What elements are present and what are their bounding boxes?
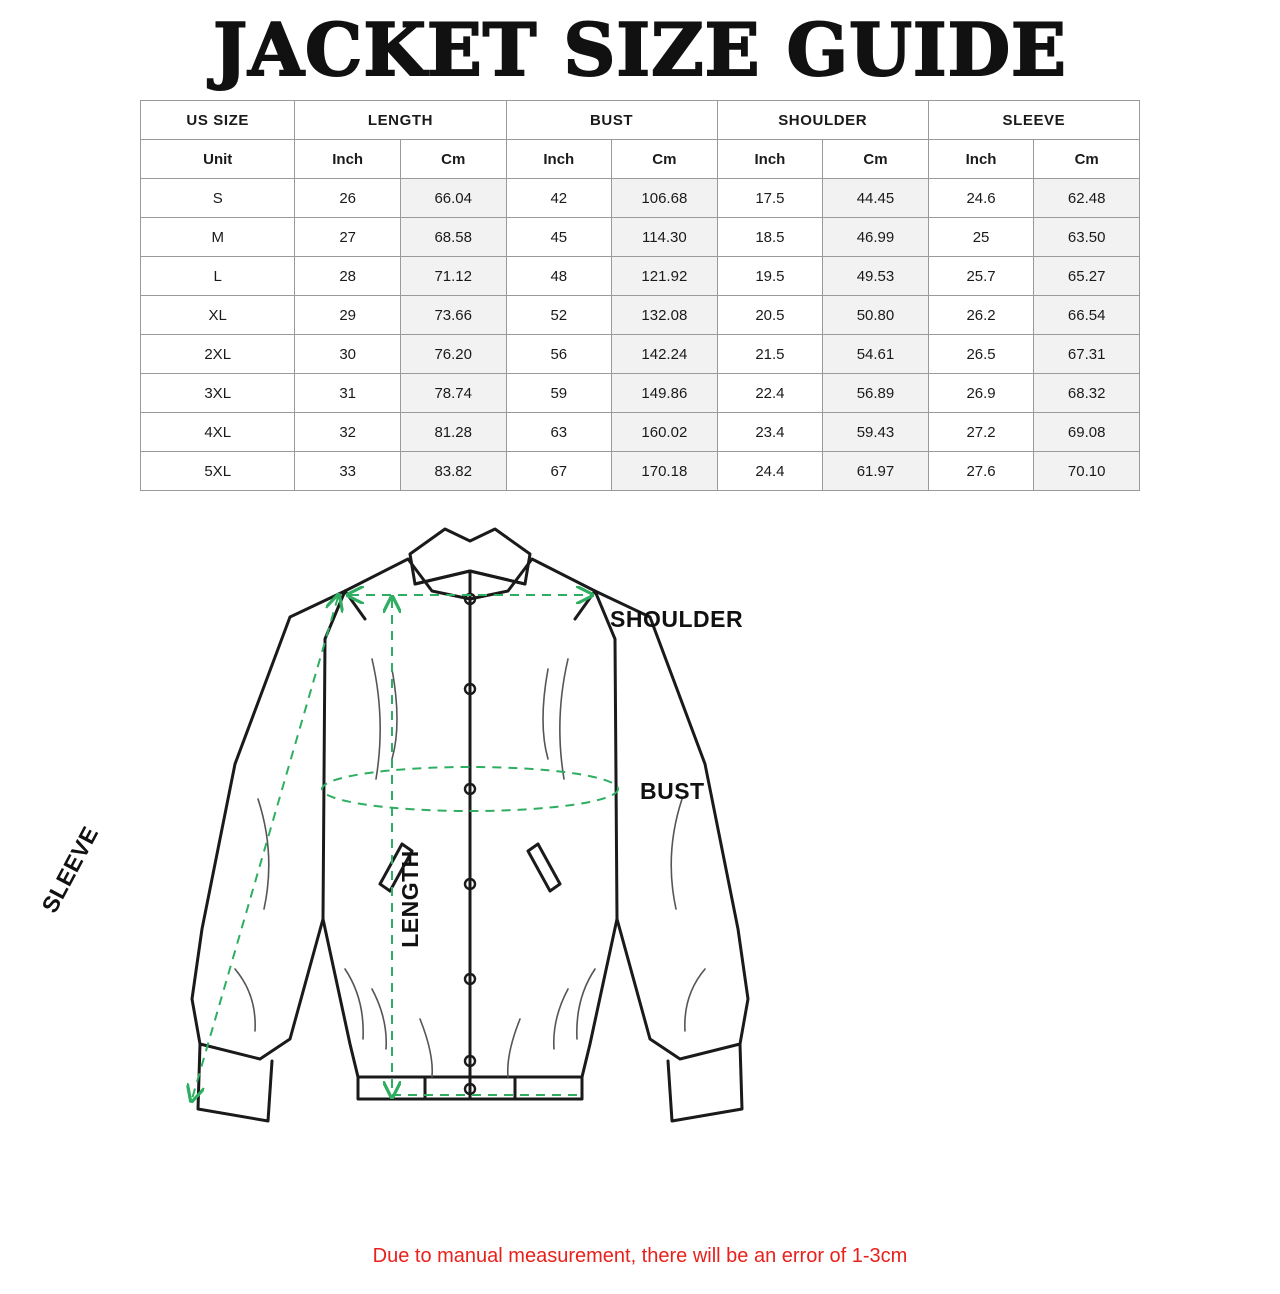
cell-shoulder-inch: 17.5: [717, 179, 823, 218]
cell-length-cm: 71.12: [400, 257, 506, 296]
table-row: [141, 335, 1140, 374]
cell-length-inch: 31: [295, 374, 401, 413]
cell-shoulder-inch: 24.4: [717, 452, 823, 491]
cell-sleeve-inch: 25: [928, 218, 1034, 257]
fold-right-1: [560, 659, 568, 779]
label-length: LENGTH: [397, 850, 423, 948]
fold-sleeve-left: [258, 799, 269, 909]
cell-bust-inch: 63: [506, 413, 612, 452]
table-row: [141, 179, 1140, 218]
cell-shoulder-cm: 46.99: [823, 218, 929, 257]
page-title: JACKET SIZE GUIDE: [213, 7, 1067, 92]
cell-shoulder-cm: 59.43: [823, 413, 929, 452]
cell-shoulder-cm: 49.53: [823, 257, 929, 296]
sleeve-measure-line: [192, 597, 338, 1099]
cell-bust-inch: 45: [506, 218, 612, 257]
table-row: [141, 452, 1140, 491]
unit-header-sleeve-inch: Inch: [928, 140, 1034, 179]
cell-sleeve-cm: 62.48: [1034, 179, 1140, 218]
cell-bust-cm: 149.86: [612, 374, 718, 413]
group-header-shoulder: SHOULDER: [717, 101, 928, 140]
label-shoulder: SHOULDER: [610, 606, 744, 632]
unit-header-length-inch: Inch: [295, 140, 401, 179]
cell-bust-inch: 42: [506, 179, 612, 218]
cell-shoulder-inch: 18.5: [717, 218, 823, 257]
size-table-container: [140, 100, 1140, 491]
cell-sleeve-cm: 70.10: [1034, 452, 1140, 491]
fold-center-right: [508, 1019, 520, 1077]
cell-shoulder-cm: 50.80: [823, 296, 929, 335]
cell-sleeve-inch: 25.7: [928, 257, 1034, 296]
cell-bust-cm: 170.18: [612, 452, 718, 491]
left-sleeve-outline: [192, 591, 345, 1059]
cell-bust-inch: 52: [506, 296, 612, 335]
cell-length-cm: 66.04: [400, 179, 506, 218]
cell-sleeve-inch: 26.9: [928, 374, 1034, 413]
table-row: [141, 218, 1140, 257]
cell-sleeve-cm: 65.27: [1034, 257, 1140, 296]
cell-length-cm: 81.28: [400, 413, 506, 452]
cell-length-inch: 30: [295, 335, 401, 374]
cell-size: M: [141, 218, 295, 257]
fold-center-left: [420, 1019, 432, 1077]
cell-shoulder-inch: 21.5: [717, 335, 823, 374]
label-sleeve: SLEEVE: [36, 821, 104, 917]
cell-sleeve-cm: 66.54: [1034, 296, 1140, 335]
cell-sleeve-cm: 63.50: [1034, 218, 1140, 257]
cell-size: 5XL: [141, 452, 295, 491]
cell-bust-cm: 160.02: [612, 413, 718, 452]
table-group-header-row: [141, 101, 1140, 140]
unit-header-shoulder-cm: Cm: [823, 140, 929, 179]
cell-shoulder-inch: 19.5: [717, 257, 823, 296]
cell-bust-cm: 106.68: [612, 179, 718, 218]
cell-size: S: [141, 179, 295, 218]
cell-bust-cm: 121.92: [612, 257, 718, 296]
cell-length-inch: 32: [295, 413, 401, 452]
cell-shoulder-cm: 54.61: [823, 335, 929, 374]
cell-sleeve-cm: 69.08: [1034, 413, 1140, 452]
measurement-note: Due to manual measurement, there will be an error of 1-3cm: [372, 1245, 908, 1267]
cell-sleeve-inch: 26.2: [928, 296, 1034, 335]
cell-shoulder-cm: 44.45: [823, 179, 929, 218]
unit-header-sleeve-cm: Cm: [1034, 140, 1140, 179]
cell-sleeve-inch: 27.2: [928, 413, 1034, 452]
group-header-bust: BUST: [506, 101, 717, 140]
cell-bust-cm: 142.24: [612, 335, 718, 374]
cell-bust-cm: 132.08: [612, 296, 718, 335]
cell-bust-cm: 114.30: [612, 218, 718, 257]
label-bust: BUST: [640, 778, 705, 804]
cell-length-inch: 26: [295, 179, 401, 218]
cell-size: 3XL: [141, 374, 295, 413]
right-pocket: [528, 844, 560, 891]
unit-row-label: Unit: [141, 140, 295, 179]
table-row: [141, 257, 1140, 296]
cell-size: 2XL: [141, 335, 295, 374]
group-header-length: LENGTH: [295, 101, 506, 140]
size-table: [140, 100, 1140, 491]
cell-length-inch: 33: [295, 452, 401, 491]
cell-length-cm: 68.58: [400, 218, 506, 257]
group-header-us-size: US SIZE: [141, 101, 295, 140]
jacket-illustration-svg: [36, 499, 1140, 1179]
fold-left-hem-2: [372, 989, 386, 1049]
cell-sleeve-cm: 68.32: [1034, 374, 1140, 413]
unit-header-shoulder-inch: Inch: [717, 140, 823, 179]
jacket-diagram: [0, 499, 1280, 1189]
cell-shoulder-inch: 23.4: [717, 413, 823, 452]
fold-cuff-left: [235, 969, 255, 1031]
cell-length-cm: 73.66: [400, 296, 506, 335]
right-sleeve-outline: [595, 591, 748, 1059]
table-unit-header-row: [141, 140, 1140, 179]
fold-cuff-right: [685, 969, 705, 1031]
cell-bust-inch: 59: [506, 374, 612, 413]
fold-left-1: [372, 659, 380, 779]
unit-header-length-cm: Cm: [400, 140, 506, 179]
table-row: [141, 413, 1140, 452]
left-cuff: [198, 1044, 272, 1121]
cell-bust-inch: 48: [506, 257, 612, 296]
cell-length-inch: 28: [295, 257, 401, 296]
fold-right-2: [543, 669, 548, 759]
cell-size: 4XL: [141, 413, 295, 452]
group-header-sleeve: SLEEVE: [928, 101, 1139, 140]
table-row: [141, 296, 1140, 335]
fold-right-hem-2: [554, 989, 568, 1049]
cell-sleeve-inch: 24.6: [928, 179, 1034, 218]
cell-size: XL: [141, 296, 295, 335]
right-cuff: [668, 1044, 742, 1121]
cell-bust-inch: 67: [506, 452, 612, 491]
table-row: [141, 374, 1140, 413]
unit-header-bust-inch: Inch: [506, 140, 612, 179]
cell-length-inch: 29: [295, 296, 401, 335]
cell-sleeve-inch: 27.6: [928, 452, 1034, 491]
cell-sleeve-cm: 67.31: [1034, 335, 1140, 374]
cell-shoulder-inch: 20.5: [717, 296, 823, 335]
unit-header-bust-cm: Cm: [612, 140, 718, 179]
cell-shoulder-cm: 61.97: [823, 452, 929, 491]
cell-shoulder-cm: 56.89: [823, 374, 929, 413]
cell-length-inch: 27: [295, 218, 401, 257]
cell-length-cm: 83.82: [400, 452, 506, 491]
cell-size: L: [141, 257, 295, 296]
fold-sleeve-right: [671, 799, 682, 909]
cell-length-cm: 76.20: [400, 335, 506, 374]
cell-shoulder-inch: 22.4: [717, 374, 823, 413]
cell-length-cm: 78.74: [400, 374, 506, 413]
cell-sleeve-inch: 26.5: [928, 335, 1034, 374]
size-table-body: [141, 179, 1140, 491]
cell-bust-inch: 56: [506, 335, 612, 374]
